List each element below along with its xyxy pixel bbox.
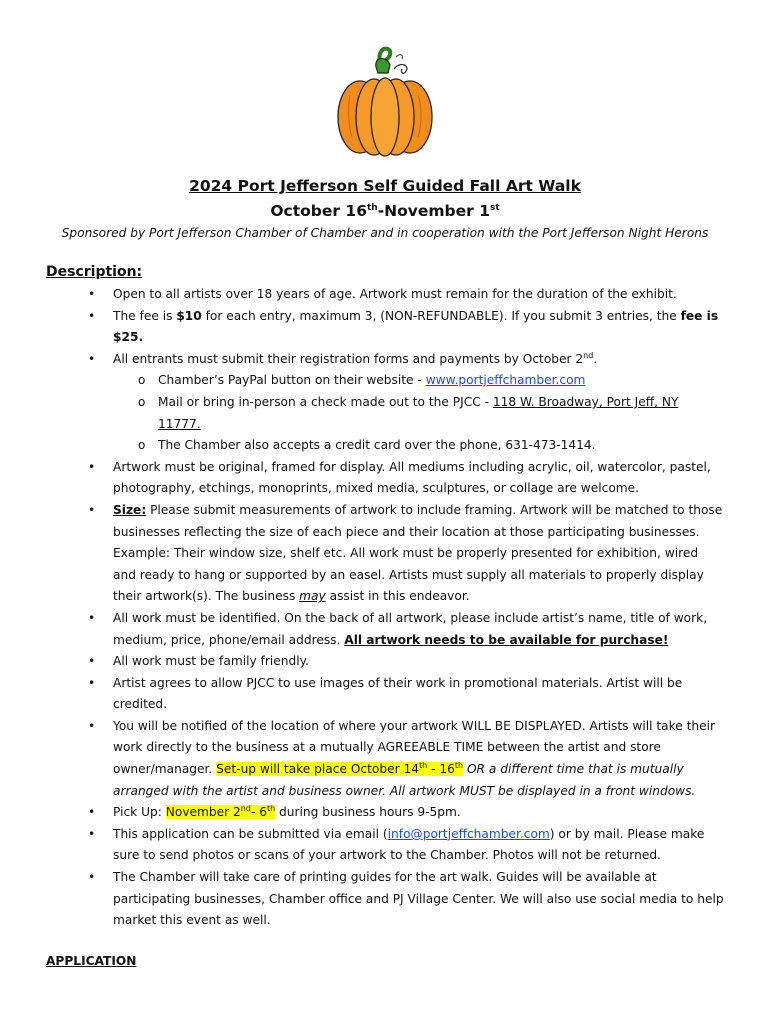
mailing-address: 118 W. Broadway, Port Jeff, NY 11777. — [158, 394, 679, 431]
list-item: • Artist agrees to allow PJCC to use images of their work in promotional materials. Artist will be credited. — [0, 673, 770, 716]
date-start-suffix: th — [366, 202, 378, 213]
bullet-icon: • — [88, 351, 96, 366]
pickup-dates-highlight: November 2nd- 6th — [165, 804, 276, 820]
list-item: • The fee is $10 for each entry, maximum 3, (NON-REFUNDABLE). If you submit 3 entries, the fee is $25. — [0, 306, 770, 349]
bullet-icon: • — [88, 675, 96, 690]
date-start: October 16 — [270, 202, 367, 220]
bullet-icon: • — [88, 502, 96, 517]
email-link[interactable]: info@portjeffchamber.com — [387, 826, 550, 841]
description-heading: Description: — [46, 264, 143, 280]
date-end-suffix: st — [489, 202, 500, 213]
bullet-icon: • — [88, 308, 96, 323]
document-title: 2024 Port Jefferson Self Guided Fall Art Walk — [189, 177, 581, 195]
pumpkin-illustration — [330, 45, 440, 160]
sub-list-item: o Mail or bring in-person a check made out to the PJCC - 118 W. Broadway, Port Jeff, NY 11777. — [113, 392, 724, 435]
bullet-icon: • — [88, 870, 96, 885]
sub-list-item: o The Chamber also accepts a credit card over the phone, 631-473-1414. — [113, 435, 724, 457]
setup-dates-highlight: Set-up will take place October 14th - 16th — [216, 761, 464, 777]
bullet-icon: • — [88, 805, 96, 820]
list-item: • Pick Up: November 2nd- 6th during business hours 9-5pm. — [0, 802, 770, 824]
bullet-icon: • — [88, 826, 96, 841]
bullet-icon: • — [88, 610, 96, 625]
list-item: • All work must be family friendly. — [0, 651, 770, 673]
list-item: • Size: Please submit measurements of artwork to include framing. Artwork will be matched to those businesses reflecting the size of each piece and their location at those participating businesses. Example: Their window size, shelf etc. All work must be properly presented for exhibition, wired and ready to hang or supported by an easel. Artists must supply all materials to properly display their artwork(s). The business may assist in this endeavor. — [0, 500, 770, 608]
list-item: • All work must be identified. On the back of all artwork, please include artist’s name, title of work, medium, price, phone/email address. All artwork needs to be available for purchase! — [0, 608, 770, 651]
description-list — [0, 284, 770, 932]
list-item: • Artwork must be original, framed for display. All mediums including acrylic, oil, watercolor, pastel, photography, etchings, monoprints, mixed media, sculptures, or collage are welcome. — [0, 457, 770, 500]
event-dates — [0, 202, 770, 220]
payment-options-list — [0, 370, 724, 456]
date-end: -November 1 — [377, 202, 490, 220]
website-link[interactable]: www.portjeffchamber.com — [425, 373, 586, 388]
circle-bullet-icon: o — [138, 394, 146, 409]
application-heading: APPLICATION — [46, 954, 137, 968]
bullet-icon: • — [88, 718, 96, 733]
bullet-icon: • — [88, 654, 96, 669]
size-label: Size: — [113, 502, 147, 517]
bullet-icon: • — [88, 287, 96, 301]
list-item: • Open to all artists over 18 years of age. Artwork must remain for the duration of the exhibit. — [0, 284, 770, 306]
circle-bullet-icon: o — [138, 438, 146, 453]
bullet-icon: • — [88, 459, 96, 474]
list-item: • This application can be submitted via email (info@portjeffchamber.com) or by mail. Please make sure to send photos or scans of your artwork to the Chamber. Photos will not be returned. — [0, 824, 770, 867]
sub-list-item: o Chamber’s PayPal button on their website - www.portjeffchamber.com — [113, 370, 724, 392]
list-item: • All entrants must submit their registration forms and payments by October 2nd. o Chamber’s PayPal button on their website - www.portjeffchamber.com o Mail or bring in-person a check made out to the PJCC - 118 W. Broadway, Port Jeff, NY 11777. o The Chamber also accepts a credit card over the phone, 631-473-1414. — [0, 349, 770, 457]
list-item: • You will be notified of the location of where your artwork WILL BE DISPLAYED. Artists will take their work directly to the business at a mutually AGREEABLE TIME between the artist and store owner/manager. Set-up will take place October 14th - 16th OR a different time that is mutually arranged with the artist and business owner. All artwork MUST be displayed in a front windows. — [0, 716, 770, 802]
circle-bullet-icon: o — [138, 373, 146, 388]
sponsor-line: Sponsored by Port Jefferson Chamber of Chamber and in cooperation with the Port Jefferson Night Herons — [61, 226, 709, 240]
list-item: • The Chamber will take care of printing guides for the art walk. Guides will be available at participating businesses, Chamber office and PJ Village Center. We will also use social media to help market this event as well. — [0, 867, 770, 932]
